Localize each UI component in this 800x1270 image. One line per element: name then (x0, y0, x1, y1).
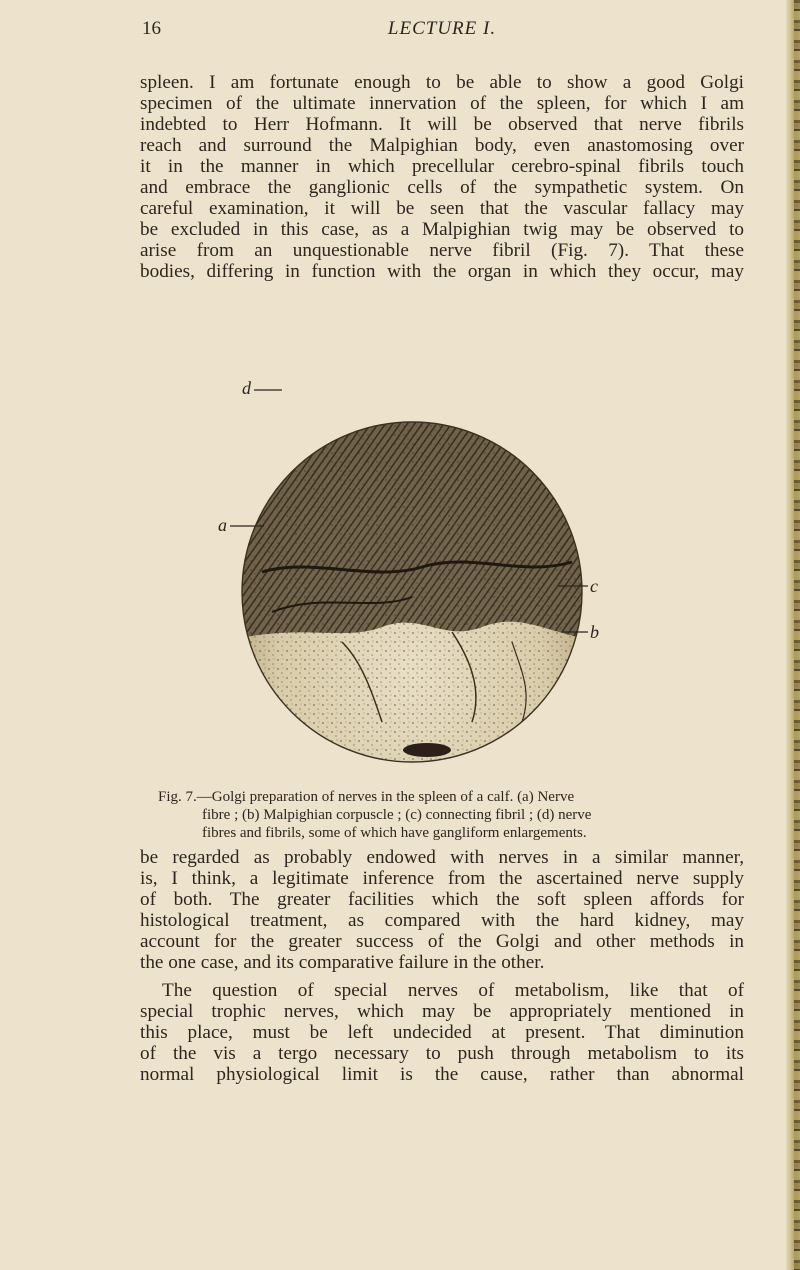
paragraph-3 (140, 980, 744, 1085)
text-line: arise from an unquestionable nerve fibril (Fig. 7). That these (140, 240, 744, 261)
running-head: LECTURE I. (387, 18, 497, 39)
text-line: special trophic nerves, which may be appropriately mentioned in (140, 1001, 744, 1022)
text-line: The question of special nerves of metabolism, like that of (162, 980, 744, 1001)
text-line: is, I think, a legitimate inference from the ascertained nerve supply (140, 868, 744, 889)
caption-line: fibre ; (b) Malpighian corpuscle ; (c) connecting fibril ; (d) nerve (202, 807, 592, 823)
text-line: it in the manner in which precellular cerebro-spinal fibrils touch (140, 156, 744, 177)
text-line: the one case, and its comparative failure in the other. (140, 952, 545, 973)
text-line: normal physiological limit is the cause, rather than abnormal (140, 1064, 744, 1085)
page-number: 16 (142, 18, 161, 39)
page-edge-shadow (794, 0, 800, 1270)
text-line: this place, must be left undecided at present. That diminution (140, 1022, 744, 1043)
label-c: c (590, 576, 598, 596)
text-line: and embrace the ganglionic cells of the sympathetic system. On (140, 177, 744, 198)
label-d: d (242, 378, 251, 398)
text-line: indebted to Herr Hofmann. It will be observed that nerve fibrils (140, 114, 744, 135)
figure-caption (158, 788, 746, 842)
text-line: be regarded as probably endowed with nerves in a similar manner, (140, 847, 744, 868)
text-line: of the vis a tergo necessary to push through metabolism to its (140, 1043, 744, 1064)
text-line: spleen. I am fortunate enough to be able to show a good Golgi (140, 72, 744, 93)
label-b: b (590, 622, 599, 642)
paragraph-1 (140, 72, 744, 282)
golgi-specimen-drawing (218, 342, 602, 782)
text-line: histological treatment, as compared with the hard kidney, may (140, 910, 744, 931)
page-header (142, 18, 742, 48)
paragraph-2 (140, 847, 744, 973)
text-line: careful examination, it will be seen that the vascular fallacy may (140, 198, 744, 219)
caption-line: fibres and fibrils, some of which have gangliform enlargements. (202, 825, 587, 841)
text-line: specimen of the ultimate innervation of the spleen, for which I am (140, 93, 744, 114)
text-line: account for the greater success of the Golgi and other methods in (140, 931, 744, 952)
text-line: reach and surround the Malpighian body, even anastomosing over (140, 135, 744, 156)
text-line: bodies, differing in function with the organ in which they occur, may (140, 261, 744, 282)
caption-line: Fig. 7.—Golgi preparation of nerves in the spleen of a calf. (a) Nerve (158, 789, 575, 805)
label-a: a (218, 515, 227, 535)
figure-7-illustration (218, 342, 602, 782)
text-line: of both. The greater facilities which the soft spleen affords for (140, 889, 744, 910)
text-line: be excluded in this case, as a Malpighian twig may be observed to (140, 219, 744, 240)
